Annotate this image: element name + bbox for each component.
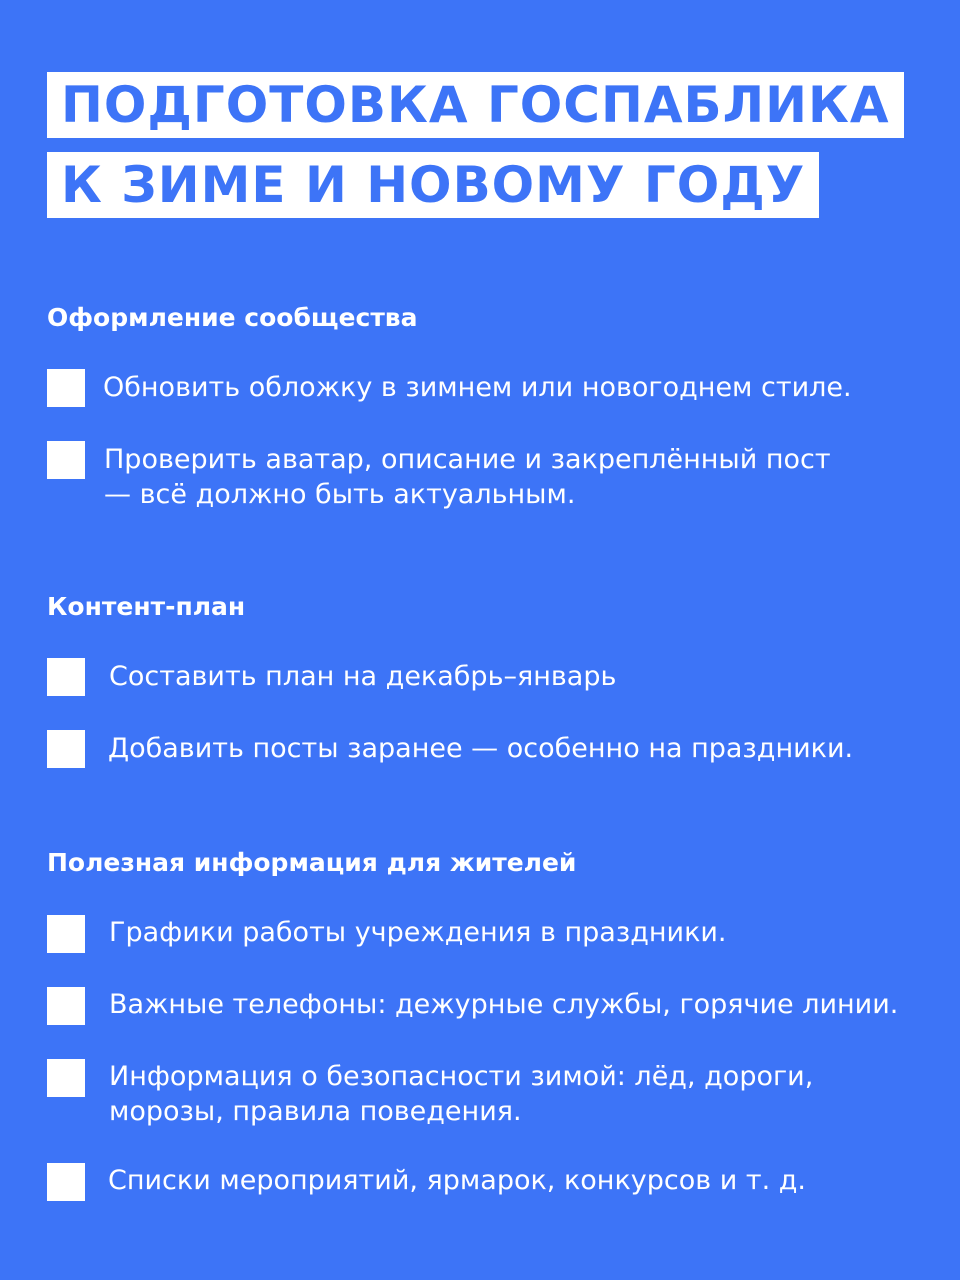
checkbox[interactable] xyxy=(47,1163,85,1201)
checklist-item-text-line-2: — всё должно быть актуальным. xyxy=(104,479,576,510)
section-heading-community-design: Оформление сообщества xyxy=(47,303,418,332)
section-heading-content-plan: Контент-план xyxy=(47,592,246,621)
checklist-item-text-line-1: Информация о безопасности зимой: лёд, дороги, xyxy=(109,1061,814,1092)
checkbox[interactable] xyxy=(47,987,85,1025)
checkbox[interactable] xyxy=(47,369,85,407)
checklist-item-text: Важные телефоны: дежурные службы, горячие линии. xyxy=(109,989,899,1020)
checkbox[interactable] xyxy=(47,730,85,768)
checkbox[interactable] xyxy=(47,1059,85,1097)
checkbox[interactable] xyxy=(47,441,85,479)
section-heading-useful-info: Полезная информация для жителей xyxy=(47,848,577,877)
checklist-item-text-line-1: Проверить аватар, описание и закреплённый пост xyxy=(104,444,831,475)
checklist-item-text: Графики работы учреждения в праздники. xyxy=(109,917,727,948)
checklist-item-text: Добавить посты заранее — особенно на праздники. xyxy=(108,733,854,764)
checkbox[interactable] xyxy=(47,915,85,953)
title-line-1: ПОДГОТОВКА ГОСПАБЛИКА xyxy=(47,72,904,138)
checkbox[interactable] xyxy=(47,658,85,696)
title-line-2: К ЗИМЕ И НОВОМУ ГОДУ xyxy=(47,152,819,218)
checklist-item-text: Обновить обложку в зимнем или новогоднем стиле. xyxy=(103,372,852,403)
checklist-item-text: Списки мероприятий, ярмарок, конкурсов и т. д. xyxy=(108,1165,807,1196)
checklist-item-text: Составить план на декабрь–январь xyxy=(109,661,617,692)
checklist-item-text-line-2: морозы, правила поведения. xyxy=(109,1096,522,1127)
